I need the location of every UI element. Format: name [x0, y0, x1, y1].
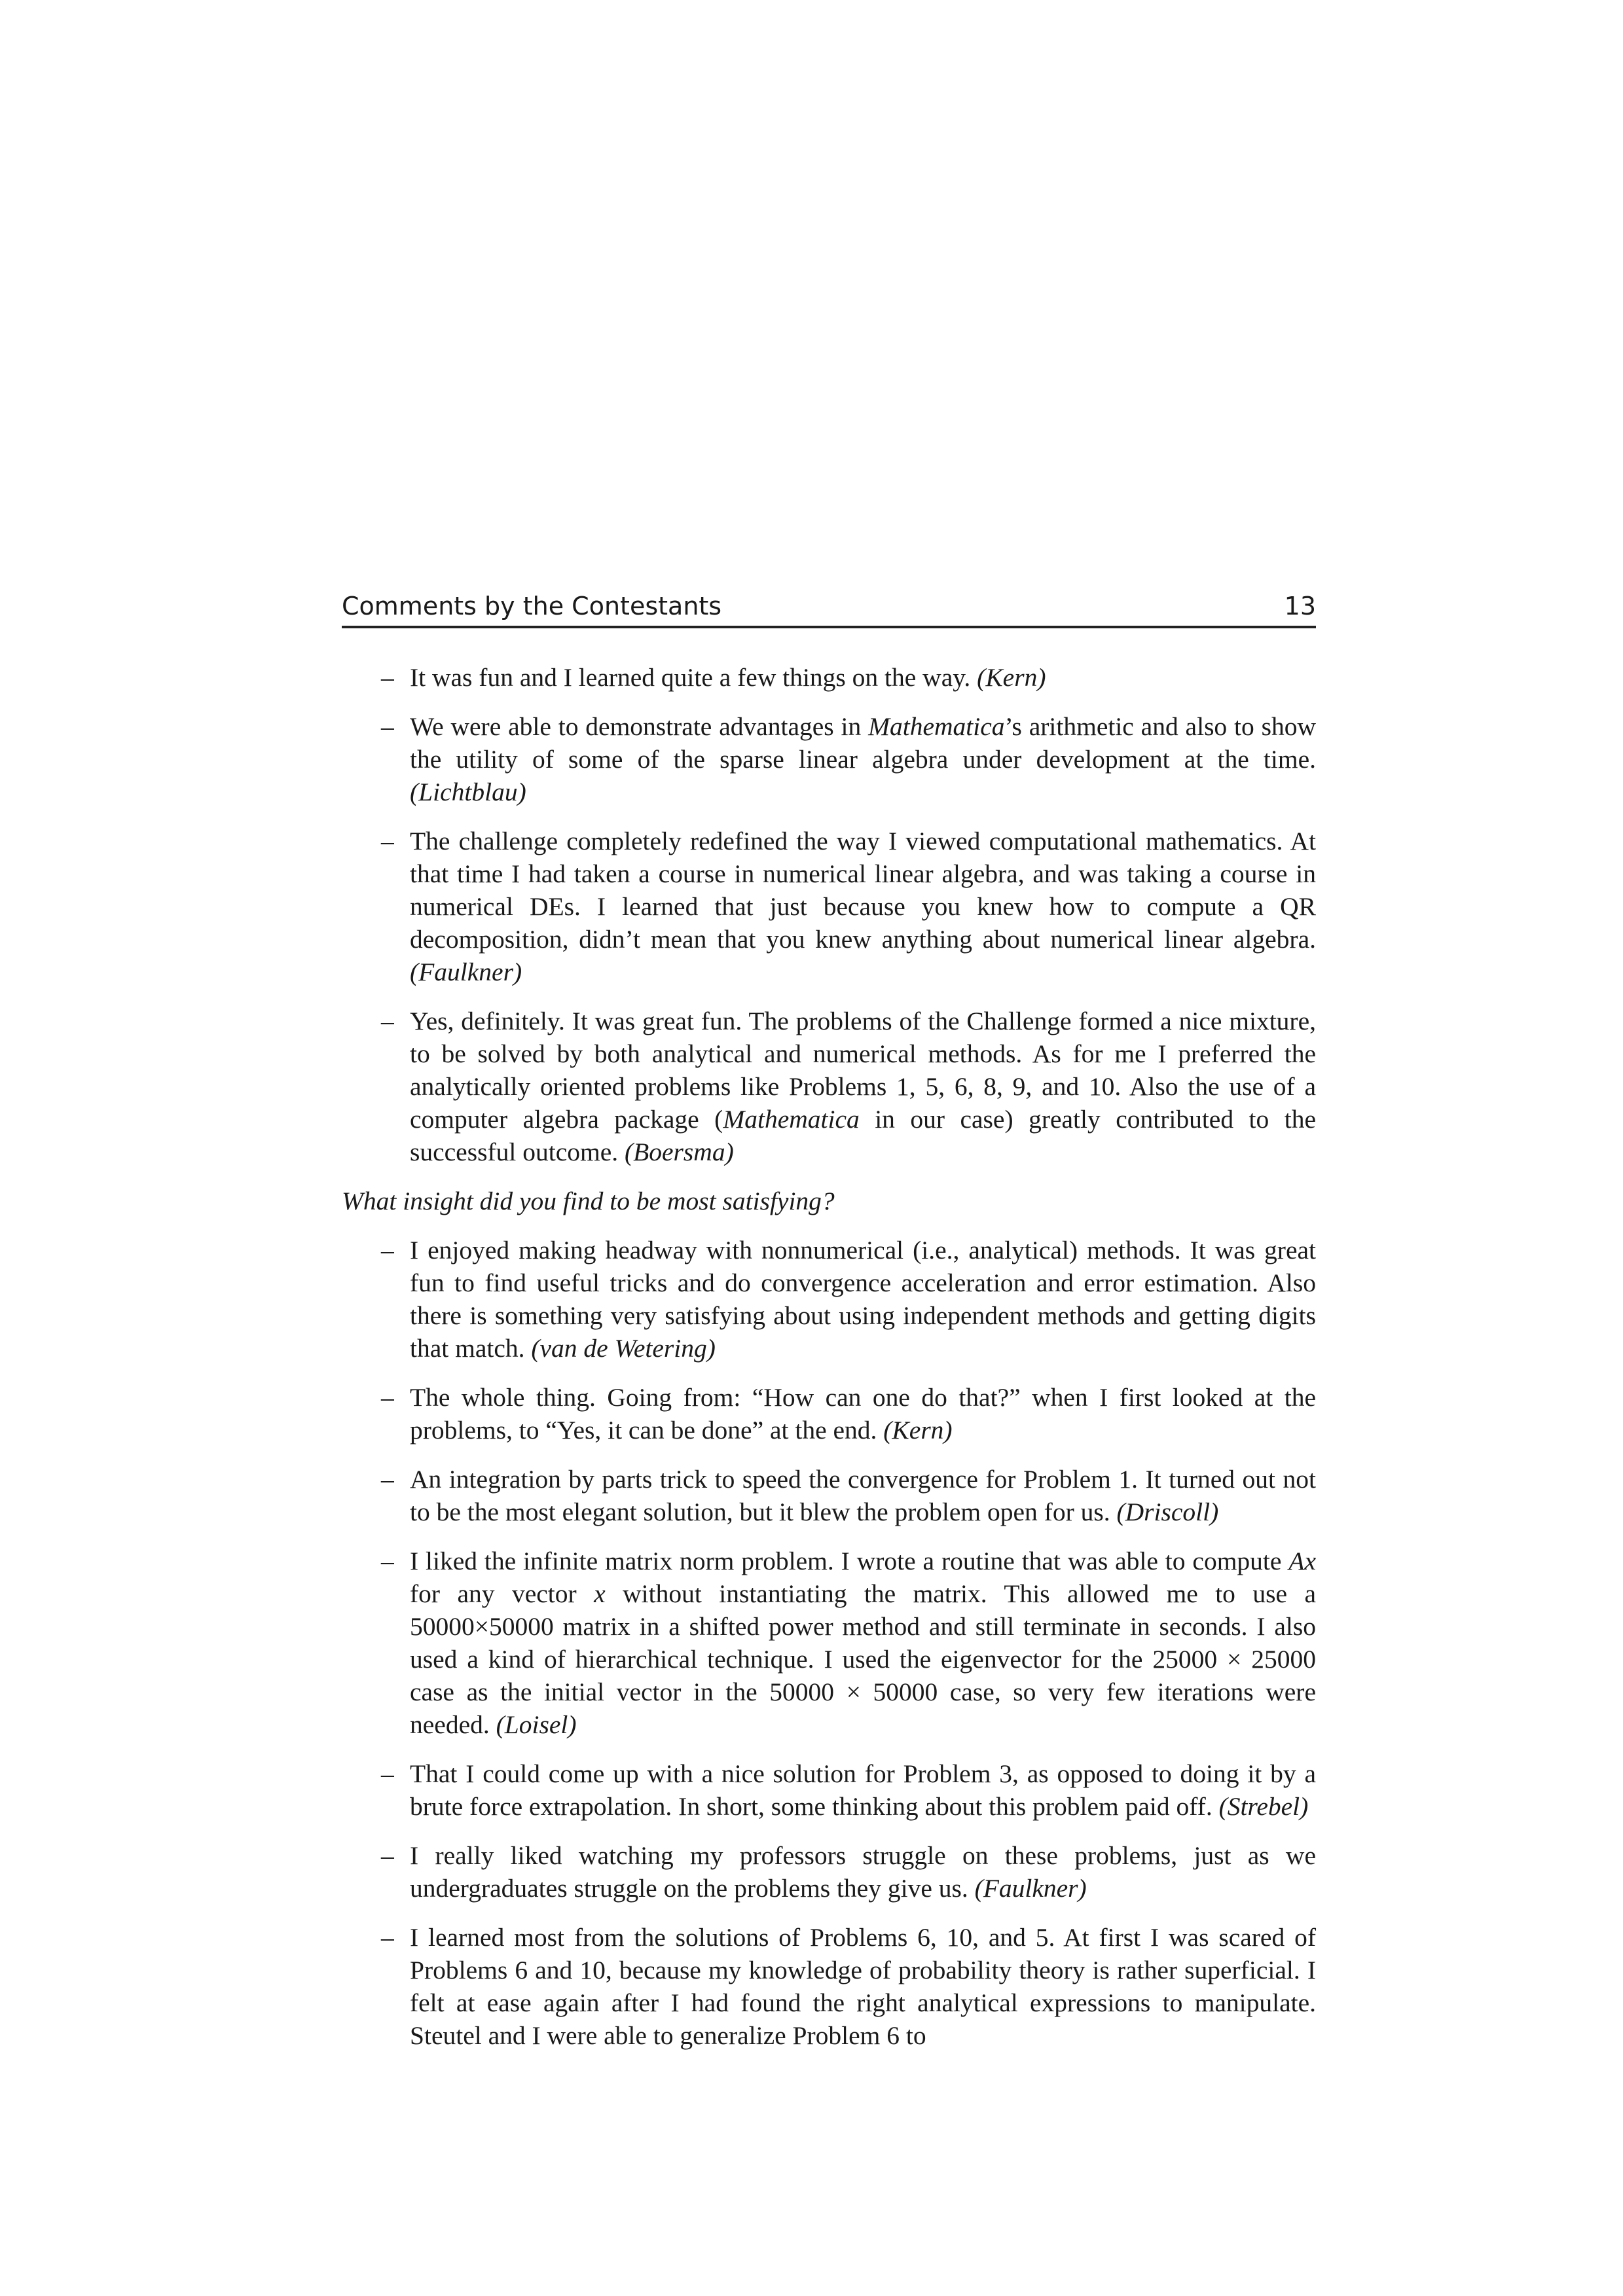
list-item: [342, 710, 1316, 808]
list-dash: –: [381, 1383, 394, 1412]
running-head: [342, 590, 1316, 628]
list-dash: –: [381, 712, 394, 741]
list-item: [342, 1545, 1316, 1741]
comment-emphasis: Mathematica: [723, 1105, 860, 1134]
math-ax: Ax: [1288, 1547, 1316, 1575]
comment-text: An integration by parts trick to speed the convergence for Problem 1. It turned out not to be the most elegant solution, but it blew the problem open for us.: [410, 1465, 1316, 1526]
math-x: x: [594, 1579, 606, 1608]
list-dash: –: [381, 827, 394, 855]
list-dash: –: [381, 1841, 394, 1870]
comment-author: (Boersma): [624, 1138, 734, 1166]
comment-author: (Lichtblau): [410, 778, 526, 806]
list-item: [342, 1757, 1316, 1823]
list-item: [342, 1005, 1316, 1168]
comment-text: ’s arithmetic and also to show the utility of some of the sparse linear algebra under development at the time.: [410, 712, 1317, 774]
comment-text: It was fun and I learned quite a few things on the way.: [410, 663, 971, 692]
comment-text: The whole thing. Going from: “How can one do that?” when I first looked at the problems, to “Yes, it can be done” at the end.: [410, 1383, 1316, 1444]
list-dash: –: [381, 1547, 394, 1575]
list-dash: –: [381, 1007, 394, 1035]
comment-text: without instantiating the matrix. This allowed me to use a 50000×50000 matrix in a shifted power method and still terminate in seconds. I also used a kind of hierarchical technique. I used the eigenvector for the 25000 × 25000 case as the initial vector in the 50000 × 50000 case, so very few iterations were needed.: [410, 1579, 1316, 1739]
comment-text: for any vector: [410, 1579, 594, 1608]
section-question: What insight did you find to be most satisfying?: [342, 1187, 835, 1215]
list-item: [342, 1839, 1316, 1905]
comment-author: (Kern): [883, 1416, 953, 1444]
comment-text: I enjoyed making headway with nonnumerical (i.e., analytical) methods. It was great fun to find useful tricks and do convergence acceleration and error estimation. Also there is something very satisfying about using independent methods and getting digits that match.: [410, 1236, 1316, 1363]
list-dash: –: [381, 1465, 394, 1494]
comment-text: Yes, definitely. It was great fun. The problems of the Challenge formed a nice mixture, to be solved by both analytical and numerical methods. As for me I preferred the analytically oriented problems like Problems 1, 5, 6, 8, 9, and 10. Also the use of a computer algebra package (: [410, 1007, 1316, 1134]
list-item: [342, 1381, 1316, 1446]
comment-text: I really liked watching my professors struggle on these problems, just as we undergraduates struggle on the problems they give us.: [410, 1841, 1316, 1903]
running-head-title: Comments by the Contestants: [342, 592, 722, 620]
comment-text: in our case) greatly contributed to the successful outcome.: [410, 1105, 1316, 1166]
comment-author: (Strebel): [1218, 1792, 1309, 1821]
list-item: [342, 1234, 1316, 1365]
comment-text: That I could come up with a nice solution for Problem 3, as opposed to doing it by a brute force extrapolation. In short, some thinking about this problem paid off.: [410, 1759, 1316, 1821]
comment-author: (van de Wetering): [531, 1334, 716, 1363]
list-item: [342, 661, 1316, 694]
comment-author: (Kern): [977, 663, 1046, 692]
comment-author: (Faulkner): [974, 1874, 1087, 1903]
list-dash: –: [381, 1759, 394, 1788]
comment-emphasis: Mathematica: [868, 712, 1005, 741]
main-content: [342, 661, 1316, 2068]
list-dash: –: [381, 663, 394, 692]
comment-author: (Loisel): [496, 1710, 577, 1739]
comment-text: The challenge completely redefined the way I viewed computational mathematics. At that time I had taken a course in numerical linear algebra, and was taking a course in numerical DEs. I learned that just because you knew how to compute a QR decomposition, didn’t mean that you knew anything about numerical linear algebra.: [410, 827, 1316, 954]
comment-text: We were able to demonstrate advantages in: [410, 712, 869, 741]
comment-author: (Driscoll): [1116, 1498, 1219, 1526]
list-dash: –: [381, 1923, 394, 1952]
comment-author: (Faulkner): [410, 958, 522, 986]
comment-text: I learned most from the solutions of Problems 6, 10, and 5. At first I was scared of Problems 6 and 10, because my knowledge of probability theory is rather superficial. I felt at ease again after I had found the right analytical expressions to manipulate. Steutel and I were able to generalize Problem 6 to: [410, 1923, 1316, 2050]
list-item: [342, 1921, 1316, 2052]
comment-text: I liked the infinite matrix norm problem. I wrote a routine that was able to compute: [410, 1547, 1289, 1575]
page-number: 13: [1284, 592, 1316, 620]
list-item: [342, 1463, 1316, 1528]
list-item: [342, 825, 1316, 988]
list-dash: –: [381, 1236, 394, 1265]
